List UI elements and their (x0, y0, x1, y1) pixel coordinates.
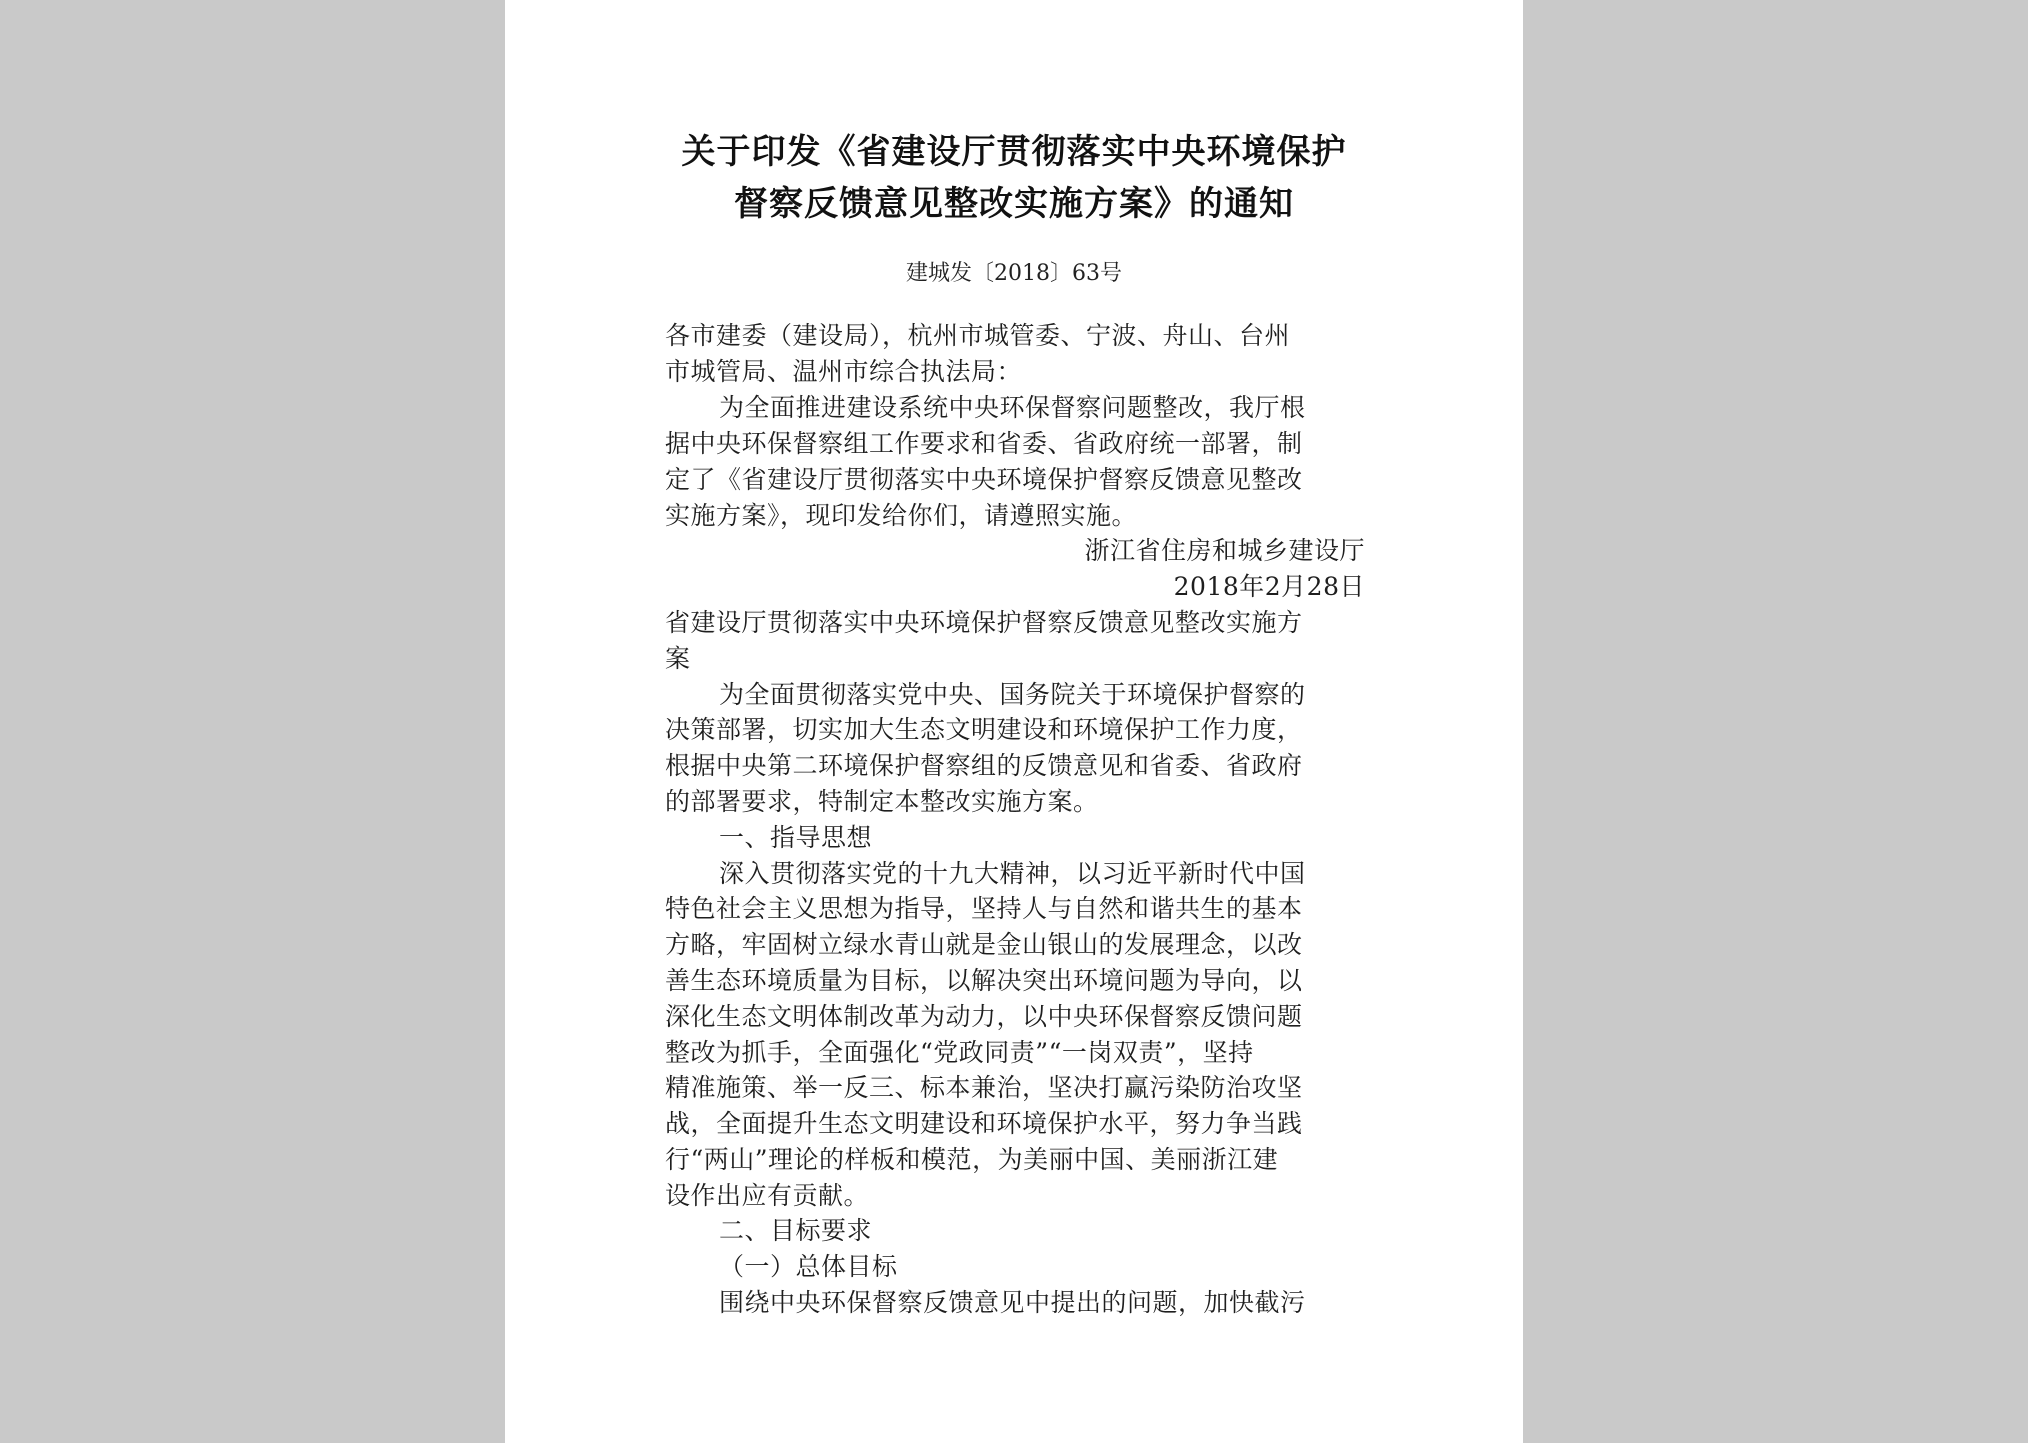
signature-issuer: 浙江省住房和城乡建设厅 (1084, 536, 1365, 565)
body-line: 实施方案》，现印发给你们，请遵照实施。 (665, 501, 1138, 530)
body-line: 特色社会主义思想为指导，坚持人与自然和谐共生的基本 (665, 894, 1303, 923)
body-line: 深入贯彻落实党的十九大精神，以习近平新时代中国 (719, 859, 1306, 888)
heading-goals: 二、目标要求 (719, 1216, 873, 1245)
body-line: 行“两山”理论的样板和模范，为美丽中国、美丽浙江建 (665, 1145, 1279, 1174)
heading-guiding-thought: 一、指导思想 (719, 823, 873, 852)
body-line: 战，全面提升生态文明建设和环境保护水平，努力争当践 (665, 1109, 1303, 1138)
subheading-overall-goal: （一）总体目标 (719, 1252, 898, 1281)
body-line: 围绕中央环保督察反馈意见中提出的问题，加快截污 (719, 1288, 1306, 1317)
body-line: 善生态环境质量为目标，以解决突出环境问题为导向，以 (665, 966, 1303, 995)
body-line: 方略，牢固树立绿水青山就是金山银山的发展理念，以改 (665, 930, 1303, 959)
document-page (505, 0, 1523, 1443)
signature-date: 2018年2月28日 (1173, 572, 1365, 601)
body-line: 精准施策、举一反三、标本兼治，坚决打赢污染防治攻坚 (665, 1073, 1303, 1102)
body-line: 的部署要求，特制定本整改实施方案。 (665, 787, 1099, 816)
body-line: 为全面推进建设系统中央环保督察问题整改，我厅根 (719, 393, 1306, 422)
body-line: 为全面贯彻落实党中央、国务院关于环境保护督察的 (719, 680, 1306, 709)
document-title-line-2: 督察反馈意见整改实施方案》的通知 (734, 184, 1294, 224)
body-line: 据中央环保督察组工作要求和省委、省政府统一部署，制 (665, 429, 1303, 458)
body-line: 决策部署，切实加大生态文明建设和环境保护工作力度， (665, 715, 1303, 744)
body-line: 定了《省建设厅贯彻落实中央环境保护督察反馈意见整改 (665, 465, 1303, 494)
section-title-line: 省建设厅贯彻落实中央环境保护督察反馈意见整改实施方 (665, 608, 1303, 637)
body-line: 设作出应有贡献。 (665, 1181, 870, 1210)
section-title-line: 案 (665, 644, 691, 673)
body-line: 市城管局、温州市综合执法局： (665, 357, 1023, 386)
body-line: 根据中央第二环境保护督察组的反馈意见和省委、省政府 (665, 751, 1303, 780)
body-line: 深化生态文明体制改革为动力，以中央环保督察反馈问题 (665, 1002, 1303, 1031)
document-number: 建城发〔2018〕63号 (906, 261, 1122, 286)
document-title-line-1: 关于印发《省建设厅贯彻落实中央环境保护 (681, 132, 1347, 172)
body-line: 各市建委（建设局），杭州市城管委、宁波、舟山、台州 (665, 321, 1291, 350)
body-line: 整改为抓手，全面强化“党政同责”“一岗双责”，坚持 (665, 1038, 1254, 1067)
